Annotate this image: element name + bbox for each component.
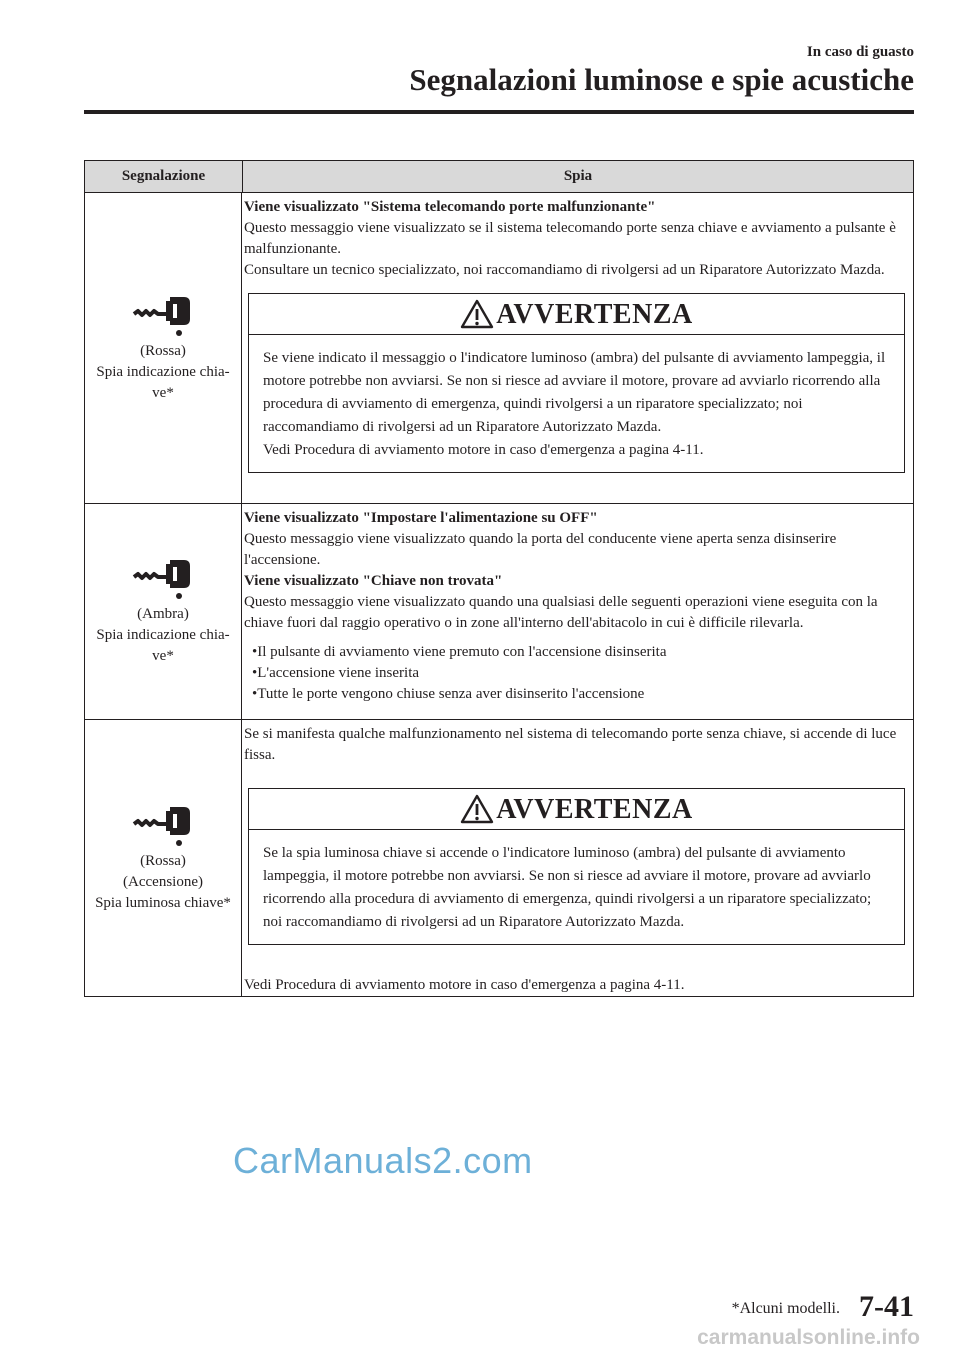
warning-reference: Vedi Procedura di avviamento motore in caso d'emergenza a pagina 4-11. — [263, 442, 704, 458]
warning-body — [249, 830, 904, 944]
section-label: In caso di guasto — [806, 44, 914, 60]
warning-text: Se la spia luminosa chiave si accende o l'indicatore luminoso (ambra) del pulsante di avviamento lampeggia, il motore potrebbe non avviarsi. Se non si riesce ad avviare il motore, provare ad avviarlo ricorrendo alla procedura di avviamento di emergenza, quindi rivolgersi a un riparatore specializzato; noi raccomandiamo di rivolgersi ad un Riparatore Autorizzato Mazda. — [263, 845, 872, 930]
key-warning-icon — [132, 293, 194, 337]
light-cell — [242, 193, 913, 503]
page-title: Segnalazioni luminose e spie acustiche — [409, 62, 914, 97]
paragraph: Questo messaggio viene visualizzato se il sistema telecomando porte senza chiave e avviamento a pulsante è malfunzionante. — [244, 220, 896, 257]
list-item: •L'accensione viene inserita — [252, 665, 420, 681]
paragraph: Se si manifesta qualche malfunzionamento nel sistema di telecomando porte senza chiave, si accende di luce fissa. — [244, 726, 897, 763]
warning-text: Se viene indicato il messaggio o l'indicatore luminoso (ambra) del pulsante di avviamento lampeggia, il motore potrebbe non avviarsi. Se non si riesce ad avviare il motore, provare ad avviarlo ricorrendo alla procedura di avviamento di emergenza, quindi rivolgersi a un riparatore specializzato; noi raccomandiamo di rivolgersi ad un Riparatore Autorizzato Mazda. — [263, 350, 886, 435]
message-heading: Viene visualizzato "Impostare l'alimentazione su OFF" — [244, 510, 598, 526]
lamp-name-cont: ve* — [152, 384, 174, 401]
warning-title: AVVERTENZA — [496, 793, 693, 825]
paragraph: Questo messaggio viene visualizzato quando una qualsiasi delle seguenti operazioni viene eseguita con la chiave fuori dal raggio operativo o in zone all'interno dell'abitacolo in cui è difficile rilevarla. — [244, 594, 878, 631]
light-cell — [242, 504, 913, 719]
header-rule — [84, 110, 914, 114]
footnote: *Alcuni modelli. — [731, 1300, 840, 1317]
lamp-state: (Accensione) — [123, 873, 203, 890]
warning-triangle-icon — [460, 794, 494, 824]
key-warning-icon — [132, 803, 194, 847]
reference-text: Vedi Procedura di avviamento motore in caso d'emergenza a pagina 4-11. — [244, 977, 685, 993]
warning-title: AVVERTENZA — [496, 298, 693, 330]
bullet-list — [252, 642, 909, 705]
warning-header — [249, 789, 904, 830]
signal-cell — [85, 720, 242, 996]
lamp-name: Spia indicazione chia- — [96, 363, 230, 380]
warning-box — [248, 293, 905, 473]
light-cell — [242, 720, 913, 996]
message-heading: Viene visualizzato "Sistema telecomando porte malfunzionante" — [244, 199, 656, 215]
column-header-signal: Segnalazione — [85, 161, 243, 192]
list-item: •Tutte le porte vengono chiuse senza aver disinserito l'accensione — [252, 686, 645, 702]
warning-box — [248, 788, 905, 945]
warning-triangle-icon — [460, 299, 494, 329]
table-row — [85, 720, 913, 996]
lamp-name: Spia indicazione chia- — [96, 627, 230, 643]
lamp-color: (Rossa) — [140, 852, 186, 869]
watermark-logo: CarManuals2.com — [233, 1140, 533, 1181]
signal-cell — [85, 193, 242, 503]
lamp-name: Spia luminosa chiave* — [95, 894, 231, 911]
lamp-color: (Rossa) — [140, 342, 186, 359]
paragraph: Questo messaggio viene visualizzato quando la porta del conducente viene aperta senza disinserire l'accensione. — [244, 531, 837, 568]
paragraph: Consultare un tecnico specializzato, noi raccomandiamo di rivolgersi ad un Riparatore Autorizzato Mazda. — [244, 262, 885, 278]
page-number: 7-41 — [859, 1290, 914, 1323]
lamp-name-cont: ve* — [152, 648, 174, 664]
key-warning-icon — [132, 556, 194, 600]
warning-body — [249, 335, 904, 472]
column-header-light: Spia — [563, 168, 593, 184]
table-row — [85, 193, 913, 504]
warning-table — [84, 160, 914, 997]
signal-cell — [85, 504, 242, 719]
lamp-color: (Ambra) — [137, 606, 189, 622]
table-row — [85, 504, 913, 720]
list-item: •Il pulsante di avviamento viene premuto con l'accensione disinserita — [252, 644, 667, 660]
watermark-site: carmanualsonline.info — [697, 1326, 920, 1349]
message-heading: Viene visualizzato "Chiave non trovata" — [244, 573, 503, 589]
warning-header — [249, 294, 904, 335]
table-header — [85, 161, 913, 193]
